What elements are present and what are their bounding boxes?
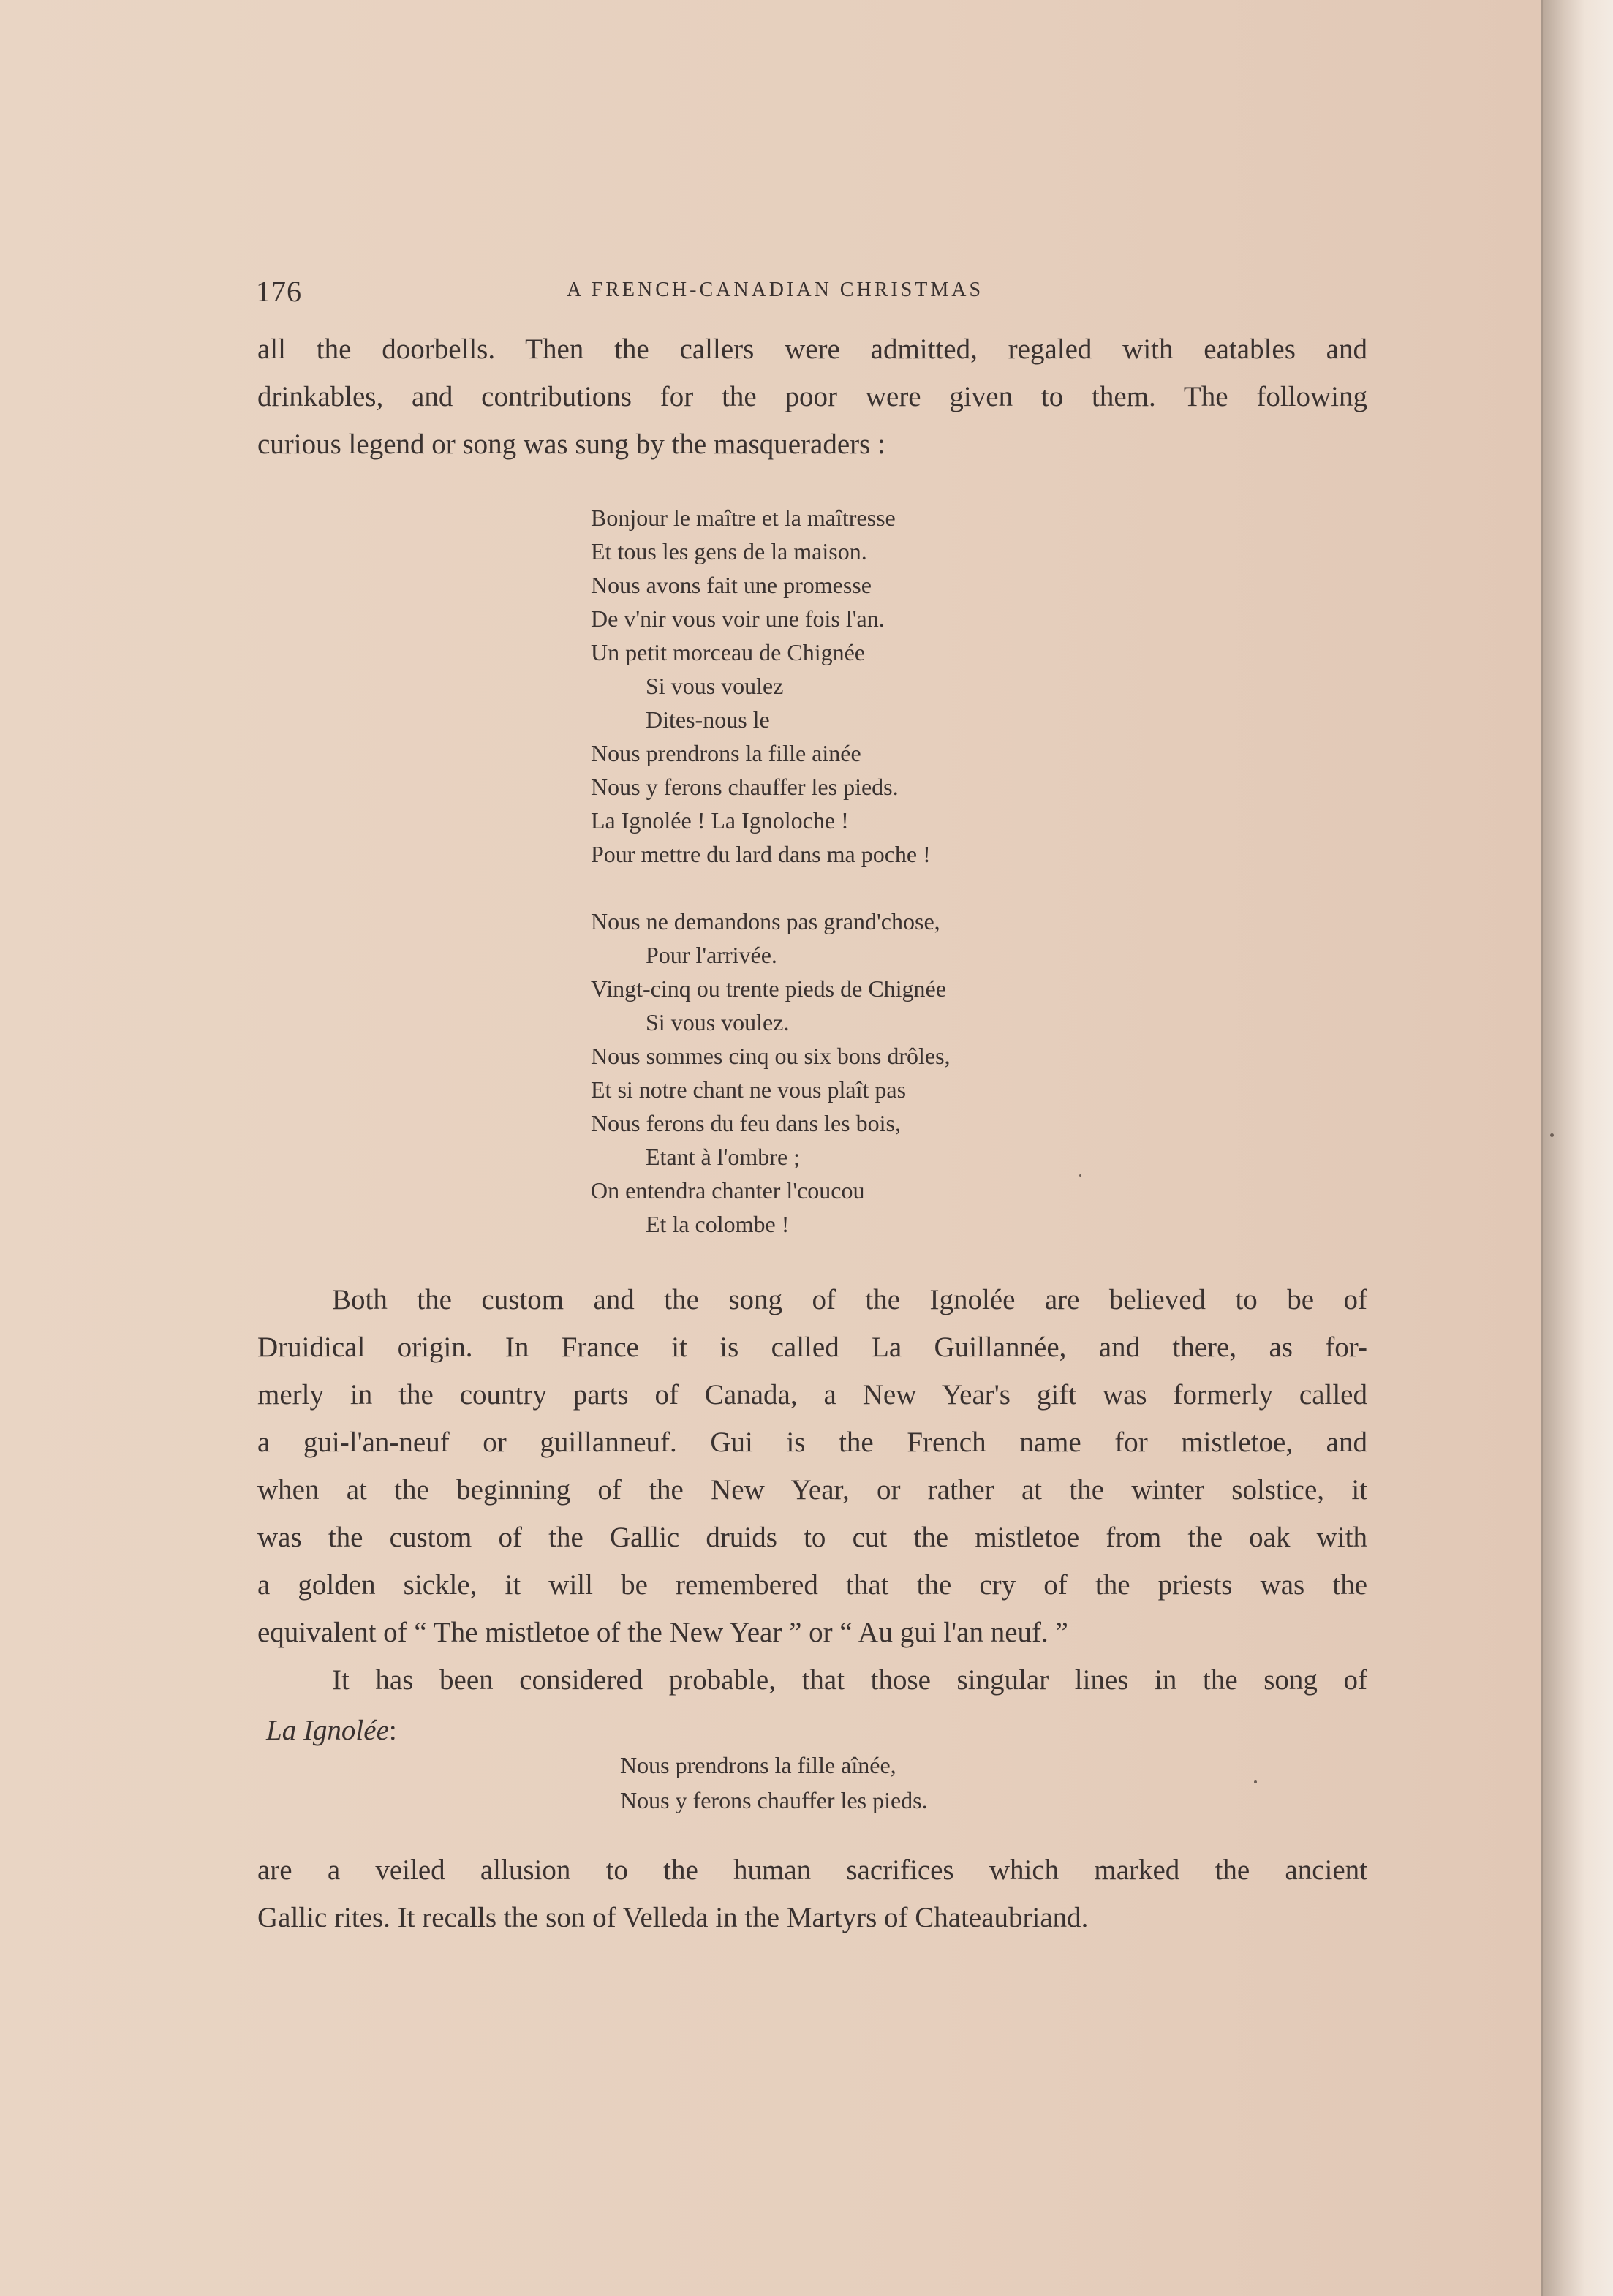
verse-line-indented: Dites-nous le: [646, 706, 770, 733]
quoted-line: Nous y ferons chauffer les pieds.: [620, 1787, 928, 1813]
verse-line: Nous y ferons chauffer les pieds.: [591, 774, 899, 800]
page-number: 176: [256, 275, 302, 308]
closing-line-2: Gallic rites. It recalls the son of Velleda in the Martyrs of Chateaubriand.: [257, 1902, 1089, 1933]
verse-line: Un petit morceau de Chignée: [591, 639, 865, 665]
origin-line-2: Druidical origin. In France it is called La Guillannée, and there, as for-: [257, 1332, 1367, 1363]
quoted-lines: [620, 1748, 928, 1818]
verse-line: Nous prendrons la fille ainée: [591, 740, 861, 766]
verse-line-indented: Si vous voulez.: [646, 1009, 790, 1035]
verse-line: Bonjour le maître et la maîtresse: [591, 505, 896, 531]
verse-line: Pour mettre du lard dans ma poche !: [591, 841, 931, 867]
quoted-line: Nous prendrons la fille aînée,: [620, 1752, 896, 1778]
verse-line-indented: Si vous voulez: [646, 673, 784, 699]
colon: :: [388, 1715, 397, 1746]
paper-speck: [1079, 1174, 1081, 1177]
song-verses: [591, 501, 1176, 1241]
running-head: [256, 274, 1075, 311]
verse-line: Nous ferons du feu dans les bois,: [591, 1110, 901, 1136]
paper-speck: [1254, 1780, 1257, 1783]
verse-line-indented: Etant à l'ombre ;: [646, 1144, 801, 1170]
origin-line-1: Both the custom and the song of the Ignolée are believed to be of: [332, 1284, 1367, 1315]
probable-line: It has been considered probable, that those singular lines in the song of: [332, 1664, 1367, 1696]
verse-line: Nous avons fait une promesse: [591, 572, 872, 598]
verse-line: Nous sommes cinq ou six bons drôles,: [591, 1043, 951, 1069]
closing-line-1: are a veiled allusion to the human sacrifices which marked the ancient: [257, 1854, 1367, 1886]
origin-line-5: when at the beginning of the New Year, or rather at the winter solstice, it: [257, 1474, 1367, 1506]
running-title: A FRENCH-CANADIAN CHRISTMAS: [567, 279, 984, 301]
paper-speck: [1550, 1133, 1554, 1137]
origin-line-4: a gui-l'an-neuf or guillanneuf. Gui is the French name for mistletoe, and: [257, 1427, 1367, 1458]
song-title-reference: [266, 1714, 397, 1747]
verse-line: Vingt-cinq ou trente pieds de Chignée: [591, 975, 946, 1002]
verse-line-indented: Pour l'arrivée.: [646, 942, 777, 968]
opening-line-2: drinkables, and contributions for the poor were given to them. The following: [257, 381, 1367, 412]
verse-line: De v'nir vous voir une fois l'an.: [591, 605, 885, 632]
verse-line: Et tous les gens de la maison.: [591, 538, 867, 564]
verse-line-indented: Et la colombe !: [646, 1211, 790, 1237]
verse-line: La Ignolée ! La Ignoloche !: [591, 807, 849, 834]
origin-line-7: a golden sickle, it will be remembered that the cry of the priests was the: [257, 1569, 1367, 1601]
verse-line: Et si notre chant ne vous plaît pas: [591, 1076, 907, 1103]
origin-line-8: equivalent of “ The mistletoe of the New Year ” or “ Au gui l'an neuf. ”: [257, 1617, 1068, 1648]
opening-line-3: curious legend or song was sung by the masqueraders :: [257, 428, 885, 460]
opening-line-1: all the doorbells. Then the callers were admitted, regaled with eatables and: [257, 333, 1367, 365]
verse-line: On entendra chanter l'coucou: [591, 1177, 865, 1204]
origin-line-6: was the custom of the Gallic druids to cut the mistletoe from the oak with: [257, 1522, 1367, 1553]
origin-line-3: merly in the country parts of Canada, a New Year's gift was formerly called: [257, 1379, 1367, 1411]
stanza-break: [591, 871, 1176, 905]
verse-line: Nous ne demandons pas grand'chose,: [591, 908, 940, 934]
song-title: La Ignolée: [266, 1715, 389, 1746]
scanner-background: [1543, 0, 1613, 2296]
